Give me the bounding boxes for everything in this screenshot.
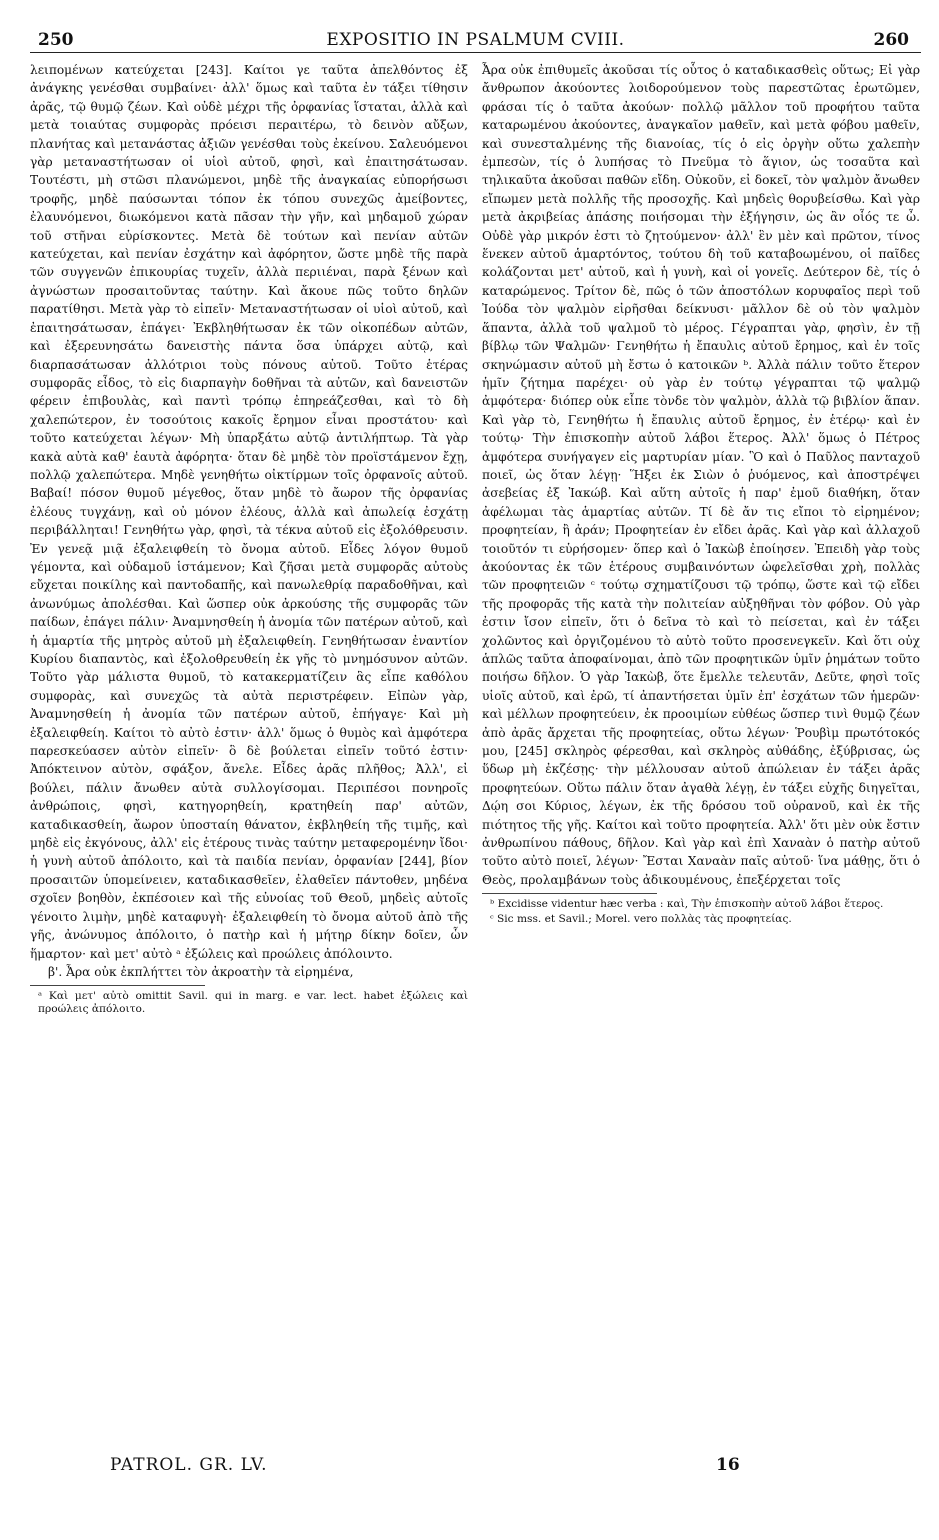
footnote-c: ᶜ Sic mss. et Savil.; Morel. vero πολλὰς τὰς προφητείας. xyxy=(490,913,792,926)
running-header xyxy=(30,30,921,53)
footnote-rule-right xyxy=(482,893,657,894)
page-number-right: 260 xyxy=(873,30,909,50)
signature-mark: 16 xyxy=(716,1455,740,1475)
right-column-text: Ἆρα οὐκ ἐπιθυμεῖς ἀκοῦσαι τίς οὗτος ὁ καταδικασθεὶς οὕτως; Εἰ γὰρ ἄνθρωπον ἀκούοντες λοιδορούμενον τοὺς παρεστῶτας ἐρωτῶμεν, φράσαι τίς ὁ ταῦτα ἀκούων· πολλῷ μᾶλλον τοῦ προφήτου ταῦτα καταρωμένου ἀκούοντες, ἀναγκαῖον μαθεῖν, καὶ μετὰ φόβου μαθεῖν, καὶ συνεσταλμένης τῆς διανοίας, τίς ὁ εἰς ὀργὴν οὕτω χαλεπὴν ἐμπεσὼν, τίς ὁ λυπήσας τὸ Πνεῦμα τὸ ἅγιον, ὡς τοσαῦτα καὶ τηλικαῦτα ἀκοῦσαι παθῶν εἴδη. Οὐκοῦν, εἰ δοκεῖ, τὸν ψαλμὸν ἄνωθεν εἴπωμεν μετὰ πολλῆς τῆς προσοχῆς. Καὶ μηδεὶς θορυβείσθω. Καὶ γὰρ μετὰ ἀκριβείας ἁπάσης ποιήσομαι τὴν ἐξήγησιν, ὡς ἂν οἷός τε ὦ. Οὐδὲ γὰρ μικρόν ἐστι τὸ ζητούμενον· ἀλλ' ἓν μὲν καὶ πρῶτον, τίνος ἕνεκεν αὐτοῦ ἁμαρτόντος, τούτου δὴ τοῦ καταβοωμένου, οἱ παῖδες κολάζονται μετ' αὐτοῦ, καὶ ἡ γυνὴ, καὶ οἱ γονεῖς. Δεύτερον δὲ, τίς ὁ καταρώμενος. Τρίτον δὲ, πῶς ὁ τῶν ἀποστόλων κορυφαῖος περὶ τοῦ Ἰούδα τὸν ψαλμὸν εἰρῆσθαι δείκνυσι· μᾶλλον δὲ οὐ τὸν ψαλμὸν ἅπαντα, ἀλλὰ τοῦ ψαλμοῦ τὸ μέρος. Γέγραπται γὰρ, φησὶν, ἐν τῇ βίβλῳ τῶν Ψαλμῶν· Γενηθήτω ἡ ἔπαυλις αὐτοῦ ἔρημος, καὶ ἐν τοῖς σκηνώμασιν αὐτοῦ μὴ ἔστω ὁ κατοικῶν ᵇ. Ἀλλὰ πάλιν τοῦτο ἕτερον ἡμῖν ζήτημα παρέχει· οὐ γὰρ ἐν τούτῳ γέγραπται τῷ ψαλμῷ ἀμφότερα· διόπερ οὐκ εἶπε τὸνδε τὸν ψαλμὸν, ἀλλὰ τῷ βιβλίον ἅπαν. Καὶ γὰρ τὸ, Γενηθήτω ἡ ἔπαυλις αὐτοῦ ἔρημος, ἐν ἑτέρῳ· καὶ ἐν τούτῳ· Τὴν ἐπισκοπὴν αὐτοῦ λάβοι ἕτερος. Ἀλλ' ὅμως ὁ Πέτρος ἀμφότερα συνήγαγεν εἰς μαρτυρίαν μίαν. Ὃ καὶ ὁ Παῦλος πανταχοῦ ποιεῖ, ὡς ὅταν λέγῃ· Ἥξει ἐκ Σιὼν ὁ ῥυόμενος, καὶ ἀποστρέψει ἀσεβείας ἐξ Ἰακώβ. Καὶ αὕτη αὐτοῖς ἡ παρ' ἐμοῦ διαθήκη, ὅταν ἀφέλωμαι τὰς ἁμαρτίας αὐτῶν. Τί δὲ ἄν τις εἴποι τὸ εἰρημένον; προφητείαν, ἢ ἀράν; Προφητείαν ἐν εἴδει ἀρᾶς. Καὶ γὰρ καὶ ἀλλαχοῦ τοιοῦτόν τι εὑρήσομεν· ὅπερ καὶ ὁ Ἰακὼβ ἐποίησεν. Ἐπειδὴ γὰρ τοὺς ἀκούοντας ἐκ τῶν ἑτέρους συμβαινόντων ὠφελεῖσθαι χρὴ, πολλὰς τῶν προφητειῶν ᶜ τούτῳ σχηματίζουσι τῷ τρόπῳ, ὥστε καὶ τῷ εἴδει τῆς προφορᾶς τῆς κατὰ τὴν πολιτείαν αὐξηθῆναι τὸν φόβον. Οὐ γὰρ ἐστιν ἴσον εἰπεῖν, ὅτι ὁ δεῖνα τὸ καὶ τὸ πείσεται, καὶ ἐν τάξει χολῶντος καὶ ὀργιζομένου τὸ αὐτὸ τοῦτο προσενεγκεῖν. Καὶ ὅτι οὐχ ἁπλῶς ταῦτα ἀποφαίνομαι, ἀπὸ τῶν προφητικῶν ὑμῖν ῥημάτων τοῦτο ποιήσω δῆλον. Ὁ γὰρ Ἰακὼβ, ὅτε ἔμελλε τελευτᾶν, Δεῦτε, φησὶ τοῖς υἱοῖς αὐτοῦ, καὶ ἐρῶ, τί ἀπαντήσεται ὑμῖν ἐπ' ἐσχάτων τῶν ἡμερῶν· καὶ μέλλων προφητεύειν, ἐκ προοιμίων εὐθέως ὥσπερ τινὶ θυμῷ ζέων ἀπὸ ἀρᾶς ἄρχεται τῆς προφητείας, οὕτω λέγων· Ῥουβὶμ πρωτότοκός μου, [245] σκληρὸς φέρεσθαι, καὶ σκληρὸς αὐθάδης, ἐξύβρισας, ὡς ὕδωρ μὴ ἐκζέσῃς· τὴν μέλλουσαν αὐτοῦ ἀπώλειαν ἐν τάξει ἀρᾶς προφητεύων. Οὕτω πάλιν ὅταν ἀγαθὰ λέγῃ, ἐν τάξει εὐχῆς διηγεῖται, Δῴη σοι Κύριος, λέγων, ἐκ τῆς δρόσου τοῦ οὐρανοῦ, καὶ ἐκ τῆς πιότητος τῆς γῆς. Καίτοι καὶ τοῦτο προφητεία. Ἀλλ' ὅτι μὲν οὐκ ἔστιν ἀνθρωπίνου πάθους, δῆλον. Καὶ γὰρ καὶ ἐπὶ Χαναὰν ὁ πατὴρ αὐτοῦ τοῦτο αὐτὸ ποιεῖ, λέγων· Ἔσται Χαναὰν παῖς αὐτοῦ· ἵνα μάθῃς, ὅτι ὁ Θεὸς, προλαμβάνων τοὺς ἀδικουμένους, ἐπεξέρχεται τοῖς xyxy=(482,63,920,887)
right-column xyxy=(482,61,920,1451)
page-number-left: 250 xyxy=(38,30,74,50)
series-line: PATROL. GR. LV. xyxy=(110,1455,268,1475)
left-column-text: λειπομένων κατεύχεται [243]. Καίτοι γε ταῦτα ἀπελθόντος ἐξ ἀνάγκης γενέσθαι συμβαίνει· ἀλλ' ὅμως καὶ ταῦτα ἐν τάξει τίθησιν ἀρᾶς, τῷ θυμῷ ζέων. Καὶ οὐδὲ μέχρι τῆς ὀρφανίας ἵσταται, ἀλλὰ καὶ μετὰ τοιαύτας συμφορὰς πρόεισι περαιτέρω, τὸ δεινὸν αὔξων, πλανήτας καὶ μετανάστας ἀξιῶν γενέσθαι τοὺς ἐκείνου. Σαλευόμενοι γὰρ μεταναστήτωσαν οἱ υἱοὶ αὐτοῦ, φησὶ, καὶ ἐπαιτησάτωσαν. Τουτέστι, μὴ στῶσι πλανώμενοι, μηδὲ τῆς ἀναγκαίας εὐπορήσωσι τροφῆς, μηδὲ παύσωνται τόπον ἐκ τόπου συνεχῶς ἀμείβοντες, ἐλαυνόμενοι, διωκόμενοι κατὰ πᾶσαν τὴν γῆν, καὶ μηδαμοῦ χώραν τοῦ στῆναι εὑρίσκοντες. Μετὰ δὲ τούτων καὶ πενίαν αὐτῶν κατεύχεται, καὶ πενίαν ἐσχάτην καὶ ἀφόρητον, ὥστε μηδὲ τῆς παρὰ τῶν συγγενῶν ἐπικουρίας τυχεῖν, ἀλλὰ περιιέναι, παρὰ ξένων καὶ ἀγνώστων προσαιτοῦντας ταύτην. Καὶ ἄκουε πῶς τοῦτο δηλῶν παρατίθησι. Μετὰ γὰρ τὸ εἰπεῖν· Μεταναστήτωσαν οἱ υἱοὶ αὐτοῦ, καὶ ἐπαιτησάτωσαν, ἐπάγει· Ἐκβληθήτωσαν ἐκ τῶν οἰκοπέδων αὐτῶν, καὶ ἐξερευνησάτω δανειστὴς πάντα ὅσα ὑπάρχει αὐτῷ, καὶ διαρπασάτωσαν ἀλλότριοι τοὺς πόνους αὐτοῦ. Τοῦτο ἑτέρας συμφορᾶς εἶδος, τὸ εἰς διαρπαγὴν δοθῆναι τὰ αὐτῶν, καὶ δανειστῶν φέρειν ἐπιβουλὰς, καὶ παντὶ τρόπῳ ἐπηρεάζεσθαι, καὶ τὸ δὴ χαλεπώτερον, ἐν τοσούτοις κακοῖς ἔρημον εἶναι προστάτου· καὶ τοῦτο κατεύχεται λέγων· Μὴ ὑπαρξάτω αὐτῷ ἀντιλήπτωρ. Τὰ γὰρ κακὰ αὐτὰ καθ' ἑαυτὰ ἀφόρητα· ὅταν δὲ μηδὲ τὸν προϊστάμενον ἔχῃ, πολλῷ χαλεπώτερα. Μηδὲ γενηθήτω οἰκτίρμων τοῖς ὀρφανοῖς αὐτοῦ. Βαβαί! πόσον θυμοῦ μέγεθος, ὅταν μηδὲ τὸ ἄωρον τῆς ὀρφανίας ἐλέους τυγχάνῃ, καὶ οὐ μόνον ἐλέους, ἀλλὰ καὶ ἀπωλείᾳ ἐσχάτῃ περιβάλληται! Γενηθήτω γὰρ, φησὶ, τὰ τέκνα αὐτοῦ εἰς ἐξολόθρευσιν. Ἐν γενεᾷ μιᾷ ἐξαλειφθείη τὸ ὄνομα αὐτοῦ. Εἶδες λόγον θυμοῦ γέμοντα, καὶ οὐδαμοῦ ἱστάμενον; Καὶ ζῆσαι μετὰ συμφορᾶς αὐτοὺς εὔχεται ποικίλης καὶ παντοδαπῆς, καὶ πανωλεθρίᾳ παραδοθῆναι, καὶ ἀνωνύμως ἀπολέσθαι. Καὶ ὥσπερ οὐκ ἀρκούσης τῆς συμφορᾶς τῶν παίδων, ἐπάγει πάλιν· Ἀναμνησθείη ἡ ἀνομία τῶν πατέρων αὐτοῦ, καὶ ἡ ἁμαρτία τῆς μητρὸς αὐτοῦ μὴ ἐξαλειφθείη. Γενηθήτωσαν ἐναντίον Κυρίου διαπαντὸς, καὶ ἐξολοθρευθείη ἐκ γῆς τὸ μνημόσυνον αὐτῶν. Τοῦτο γὰρ μάλιστα θυμοῦ, τὸ κατακερματίζειν ἃς εἶπε καθόλου συμφορὰς, καὶ συνεχῶς τὰ αὐτὰ περιστρέφειν. Εἰπὼν γὰρ, Ἀναμνησθείη ἡ ἀνομία τῶν πατέρων αὐτοῦ, ἐπήγαγε· Καὶ μὴ ἐξαλειφθείη. Καίτοι τὸ αὐτὸ ἐστιν· ἀλλ' ὅμως ὁ θυμὸς καὶ ἀμφότερα παρεσκεύασεν αὐτὸν εἰπεῖν· ὃ δὲ βούλεται εἰπεῖν τοῦτό ἐστιν· Ἀπόκτεινον αὐτὸν, σφάξον, ἄνελε. Εἶδες ἀρᾶς πλῆθος; Ἀλλ', εἰ βούλει, πάλιν ἄνωθεν αὐτὰ συλλογίσομαι. Περιπέσοι πονηροῖς ἀνθρώποις, φησὶ, κατηγορηθείη, κρατηθείη παρ' αὐτῶν, καταδικασθείη, ἄωρον ὑποσταίη θάνατον, ἐκβληθείη τῆς τιμῆς, καὶ μηδὲ εἰς ἐκγόνους, ἀλλ' εἰς ἑτέρους τινὰς ταύτην μεταφερομένην ἴδοι· ἡ γυνὴ αὐτοῦ ἀπόλοιτο, καὶ τὰ παιδία πενίαν, ὀρφανίαν [244], βίον προσαιτῶν ὑπομείνειεν, καταδικασθεῖεν, ἐλαθεῖεν πάντοθεν, μηδένα σχοῖεν βοηθὸν, ἐκπέσοιεν καὶ τῆς εὐνοίας τοῦ Θεοῦ, μηδεὶς αὐτοῖς γένοιτο λιμὴν, μηδὲ καταφυγὴ· ἐξαλειφθείη τὸ ὄνομα αὐτοῦ ἀπὸ τῆς γῆς, ἀνώνυμος ἀπόλοιτο, ὁ πατὴρ καὶ ἡ μήτηρ δίκην δοῖεν, ὧν ἥμαρτον· καὶ μετ' αὐτὸ ᵃ ἐξώλεις καὶ προώλεις ἀπόλοιντο. xyxy=(30,63,468,961)
left-column-text-section-b: β'. Ἆρα οὐκ ἐκπλήττει τὸν ἀκροατὴν τὰ εἰρημένα, xyxy=(48,964,354,979)
right-column-body xyxy=(482,61,920,889)
left-column-body xyxy=(30,61,468,981)
running-title: EXPOSITIO IN PSALMUM CVIII. xyxy=(326,30,625,50)
left-column xyxy=(30,61,468,1451)
footnote-rule-left xyxy=(30,985,205,986)
footnote-b: ᵇ Excidisse videntur hæc verba : καὶ, Τὴν ἐπισκοπὴν αὐτοῦ λάβοι ἕτερος. xyxy=(490,898,884,911)
page-footer xyxy=(30,1451,921,1491)
text-columns xyxy=(30,61,921,1451)
footnote-a: ᵃ Καὶ μετ' αὐτὸ omittit Savil. qui in marg. e var. lect. habet ἐξώλεις καὶ προώλεις ἀπόλοιτο. xyxy=(38,990,468,1016)
